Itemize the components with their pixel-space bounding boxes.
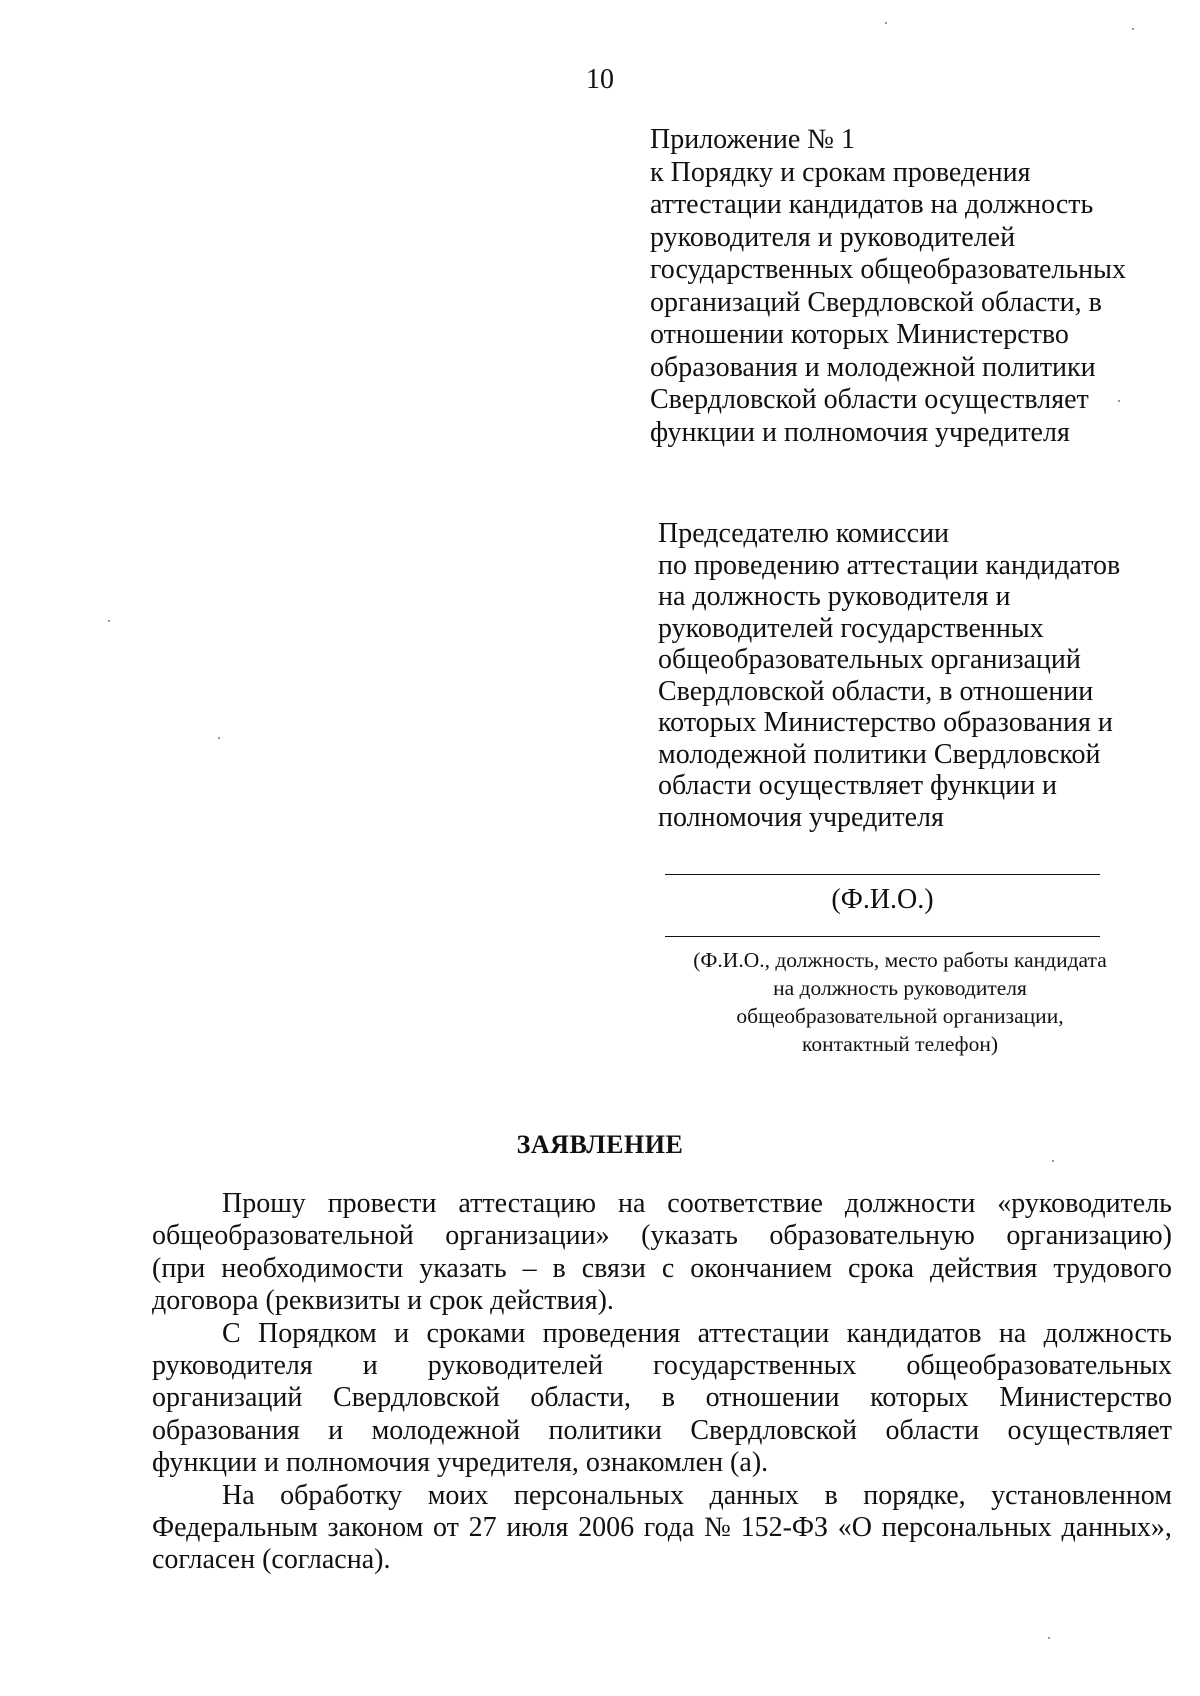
word: № [704,1512,731,1544]
word: Свердловской [690,1414,858,1446]
word: «О [837,1512,872,1544]
paragraph-line [152,1220,1172,1252]
word: и [362,1350,378,1382]
word: «руководитель [997,1188,1172,1219]
word: и [328,1414,344,1446]
paragraph-line: функции и полномочия учредителя, ознакомлен (а). [152,1447,769,1479]
appendix-line: организаций Свердловской области, в [650,286,1102,318]
word: действия [930,1252,1038,1284]
word: образования [152,1414,300,1446]
appendix-line: руководителя и руководителей [650,221,1016,253]
candidate-caption-line: контактный телефон) [801,1032,999,1056]
word: Свердловской [333,1382,500,1414]
word: – [522,1252,537,1284]
paragraph-line [152,1253,1172,1285]
word: общеобразовательной [152,1220,414,1252]
scan-speck [885,22,887,24]
word: области [885,1414,980,1446]
paragraph-line: договора (реквизиты и срок действия). [152,1285,614,1317]
statement-body [152,1188,1172,1577]
scan-speck [1052,1160,1054,1162]
word: данных [709,1479,799,1511]
word: персональных [881,1512,1052,1544]
appendix-line: Свердловской области осуществляет [650,384,1089,415]
word: государственных [653,1350,857,1382]
word: июля [506,1512,569,1544]
word: должность [1043,1317,1172,1349]
word: на [617,1188,646,1219]
addressee-line: которых Министерство образования и [658,707,1113,738]
candidate-caption-line: общеобразовательной организации, [736,1004,1064,1028]
word: проведения [542,1317,681,1349]
addressee-line: по проведению аттестации кандидатов [658,549,1121,581]
word: организации» [445,1220,610,1252]
word: данных», [1061,1512,1172,1544]
word: 2006 [578,1512,635,1544]
appendix-line: функции и полномочия учредителя [650,416,1070,448]
scan-speck [1132,28,1134,30]
word: обработку [280,1479,403,1511]
paragraph-line [152,1318,1172,1350]
word: на [998,1317,1027,1349]
word: 27 [468,1512,497,1544]
appendix-line: аттестации кандидатов на должность [650,189,1094,220]
addressee-line: полномочия учредителя [658,801,944,833]
word: Министерство [999,1382,1172,1414]
word: указать [419,1252,507,1284]
paragraph-request [152,1188,1172,1318]
word: законом [327,1512,424,1544]
paragraph-line: согласен (согласна). [152,1544,391,1576]
word: руководителей [427,1350,604,1382]
word: организаций [152,1382,303,1414]
appendix-line: образования и молодежной политики [650,351,1096,383]
word: от [433,1512,459,1544]
word: отношении [705,1382,840,1414]
appendix-header [650,124,1170,449]
word: которых [870,1382,969,1414]
word: в [824,1479,838,1511]
word: Порядком [258,1317,377,1349]
word: провести [327,1188,437,1219]
addressee-line: на должность руководителя и [658,581,1011,612]
addressee-line: руководителей государственных [658,612,1044,644]
word: 152-ФЗ [740,1512,829,1544]
word: молодежной [371,1414,521,1446]
paragraph-acknowledgement [152,1318,1172,1480]
word: в [661,1382,675,1414]
paragraph-line [152,1415,1172,1447]
scan-speck [218,737,220,739]
word: образовательную [769,1220,975,1252]
word: общеобразовательных [906,1350,1172,1382]
scan-speck [108,620,110,622]
word: моих [427,1479,489,1511]
paragraph-line [152,1480,1172,1512]
paragraph-line [152,1512,1172,1544]
word: области, [530,1382,632,1414]
statement-title: ЗАЯВЛЕНИЕ [516,1130,684,1159]
addressee-line: общеобразовательных организаций [658,644,1081,675]
candidate-caption [640,946,1160,1058]
candidate-caption-line: на должность руководителя [773,976,1027,1000]
word: С [222,1317,241,1349]
addressee-line: области осуществляет функции и [658,770,1058,801]
word: с [661,1252,675,1284]
word: аттестации [697,1317,830,1349]
fio-caption: (Ф.И.О.) [831,884,934,915]
word: установленном [991,1479,1172,1511]
appendix-line: государственных общеобразовательных [650,254,1126,285]
word: осуществляет [1007,1414,1172,1446]
word: кандидатов [846,1317,982,1349]
word: срока [848,1252,915,1284]
appendix-line: Приложение № 1 [650,124,855,155]
word: (при [152,1252,206,1284]
word: (указать [641,1220,738,1252]
word: в [552,1252,566,1284]
paragraph-line [152,1382,1172,1414]
chairman-name-line [665,874,1100,875]
paragraph-line [152,1188,1172,1220]
word: Федеральным [152,1512,318,1544]
addressee-line: Свердловской области, в отношении [658,675,1094,707]
word: соответствие [667,1188,823,1219]
candidate-caption-line: (Ф.И.О., должность, место работы кандидата [693,948,1107,972]
appendix-line: к Порядку и срокам проведения [650,156,1031,188]
scan-speck [1048,1637,1050,1639]
word: года [643,1512,695,1544]
word: персональных [513,1479,684,1511]
word: руководителя [152,1350,313,1382]
word: Прошу [222,1188,306,1219]
page-number: 10 [586,64,614,95]
word: связи [581,1252,646,1284]
paragraph-line [152,1350,1172,1382]
word: На [222,1479,255,1511]
word: окончанием [690,1252,833,1284]
addressee-line: Председателю комиссии [658,518,950,549]
addressee-line: молодежной политики Свердловской [658,738,1101,770]
appendix-line: отношении которых Министерство [650,319,1069,350]
word: трудового [1053,1252,1172,1284]
word: сроками [426,1317,526,1349]
word: необходимости [221,1252,404,1284]
addressee-block [658,518,1158,833]
word: должности [844,1188,976,1219]
word: политики [548,1414,662,1446]
word: организацию) [1006,1220,1172,1252]
word: аттестацию [458,1188,597,1219]
word: и [394,1317,410,1349]
candidate-info-line [665,936,1100,937]
scan-speck [1118,400,1120,402]
paragraph-personal-data-consent [152,1480,1172,1577]
word: порядке, [863,1479,966,1511]
